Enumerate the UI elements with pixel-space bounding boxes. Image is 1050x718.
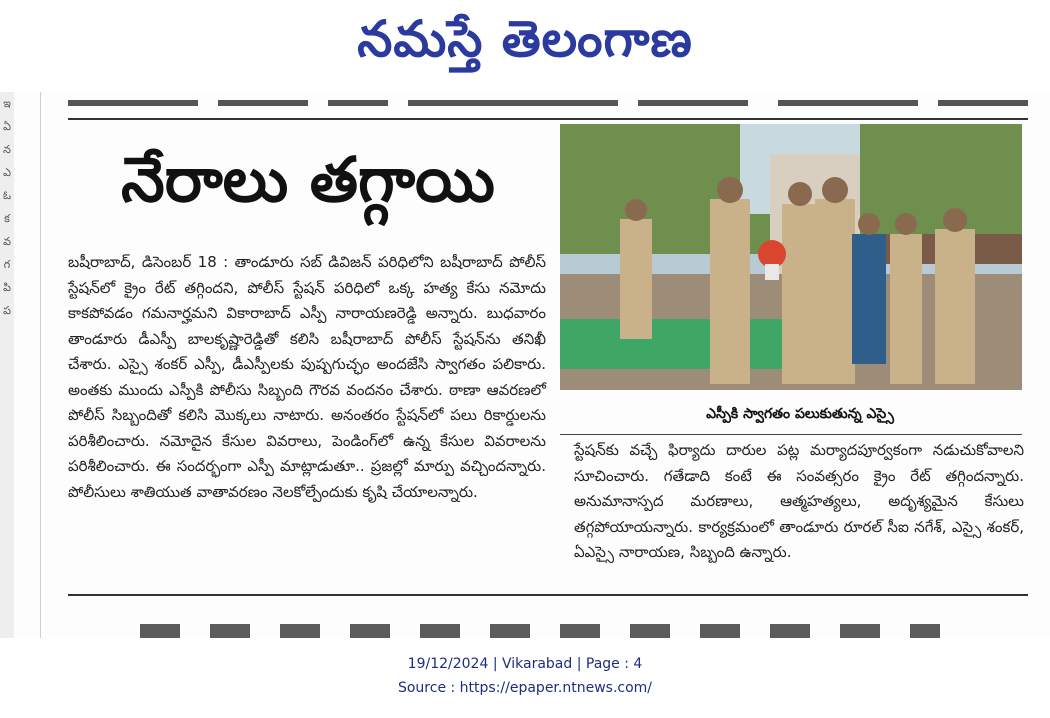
article-headline: నేరాలు తగ్గాయి: [121, 143, 495, 216]
cut-off-next-headline: [140, 624, 940, 638]
photo-caption: ఎస్పీకి స్వాగతం పలుకుతున్న ఎస్సై: [706, 406, 894, 422]
cut-off-text-graphic: [68, 92, 1028, 112]
news-clipping: [0, 92, 1050, 638]
edition-info: 19/12/2024 | Vikarabad | Page : 4: [407, 656, 643, 672]
bottom-rule: [68, 594, 1028, 596]
newspaper-title: నమస్తే తెలంగాణ: [357, 9, 693, 68]
adjacent-column-strip: ఇ ఏ న ఎ ఓ క వ గ పి ప: [0, 92, 14, 638]
masthead: [0, 0, 1050, 90]
caption-rule: [560, 434, 1022, 435]
article-body-right: స్టేషన్‌కు వచ్చే ఫిర్యాదు దారుల పట్ల మర్యాదపూర్వకంగా నడుచుకోవాలని సూచించారు. గతేడాది కంటే ఈ సంవత్సరం క్రైం రేట్ తగ్గిందన్నారు. అనుమానాస్పద మరణాలు, ఆత్మహత్యలు, అదృశ్యమైన కేసులు తగ్గపోయాయన్నారు. కార్యక్రమంలో తాండూరు రూరల్ సీఐ నగేశ్, ఎస్సై శంకర్, ఏఎస్సై నారాయణ, సిబ్బంది ఉన్నారు.: [574, 441, 1024, 561]
news-photo: [560, 124, 1022, 390]
top-rule: [68, 118, 1028, 120]
police-welcome-photo: [560, 124, 1022, 390]
column-divider: [40, 92, 41, 638]
source-info: Source : https://epaper.ntnews.com/: [397, 680, 653, 696]
article-body-left: బషీరాబాద్, డిసెంబర్ 18 : తాండూరు సబ్ డివిజన్ పరిధిలోని బషీరాబాద్ పోలీస్ స్టేషన్‌లో క్రైం రేట్ తగ్గిందని, పోలీస్ స్టేషన్ పరిధిలో ఒక్క హత్య కేసు నమోదు కాకపోవడం గమనార్హమని వికారాబాద్ ఎస్పీ నారాయణరెడ్డి అన్నారు. బుధవారం తాండూరు డీఎస్పీ బాలకృష్ణారెడ్డితో కలిసి బషీరాబాద్ పోలీస్ స్టేషన్‌ను తనిఖీ చేశారు. ఎస్సై శంకర్ ఎస్పీ, డీఎస్పీలకు పుష్పగుచ్ఛం అందజేసి స్వాగతం పలికారు. అంతకు ముందు ఎస్పీకి పోలీసు సిబ్బంది గౌరవ వందనం చేశారు. ఠాణా ఆవరణలో పోలీస్ సిబ్బందితో కలిసి మొక్కలు నాటారు. అనంతరం స్టేషన్‌లో పలు రికార్డులను పరిశీలించారు. నమోదైన కేసుల వివరాలు, పెండింగ్‌లో ఉన్న కేసుల వివరాలను పరిశీలించారు. ఈ సందర్భంగా ఎస్పీ మాట్లాడుతూ.. ప్రజల్లో మార్పు వచ్చిందన్నారు. పోలీసులు శాతియుత వాతావరణం నెలకోల్పేందుకు కృషి చేయాలన్నారు.: [68, 253, 546, 501]
cut-off-text-strip: [68, 92, 1028, 112]
